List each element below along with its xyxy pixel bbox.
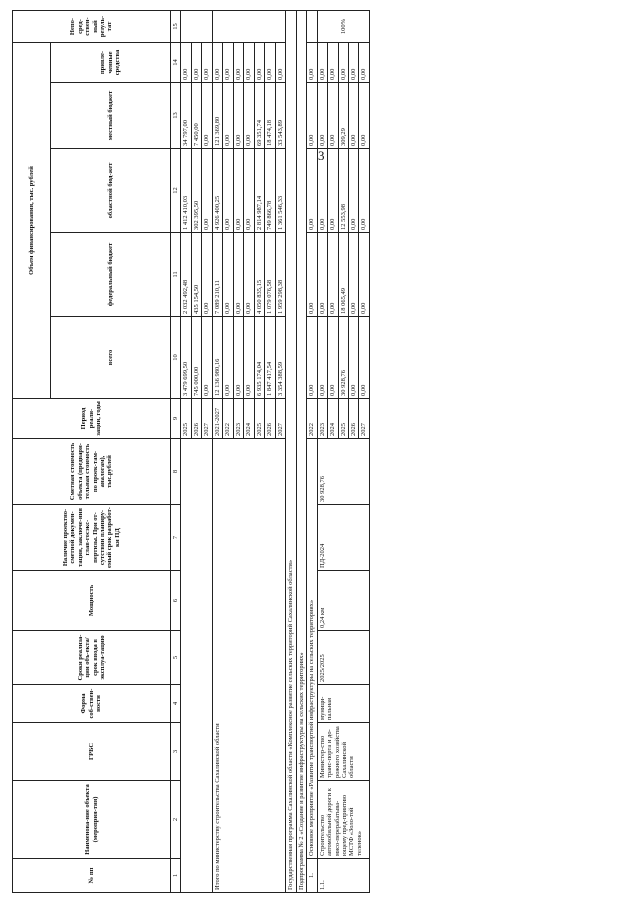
local-cell: 0,00 (233, 83, 243, 149)
object-name: Строительство автомобильной дороги к мясо-перерабатыва-ющему пред-приятию МСТФ «Золо-той теленок» (317, 781, 369, 859)
local-cell: 0,00 (317, 83, 327, 149)
table-row (212, 11, 222, 893)
total-cell: 0,00 (223, 317, 233, 399)
federal-cell: 0,00 (307, 233, 317, 317)
object-cost: 30 928,76 (317, 439, 369, 505)
col-num: 1 (171, 859, 181, 893)
regional-cell: 1 361 546,33 (275, 149, 285, 233)
local-cell: 0,00 (244, 83, 254, 149)
total-cell: 0,00 (359, 317, 369, 399)
col-num: 10 (171, 317, 181, 399)
attracted-cell: 0,00 (202, 43, 212, 83)
main-event-row (307, 11, 317, 893)
object-ownership: муници-пальная (317, 685, 369, 723)
local-cell: 0,00 (348, 83, 358, 149)
attracted-cell: 0,00 (348, 43, 358, 83)
regional-cell: 0,00 (202, 149, 212, 233)
object-grbs: Министер-ство транс-порта и до-рожного хозяйства Сахалинской области (317, 723, 369, 781)
regional-cell: 0,00 (307, 149, 317, 233)
local-cell: 7 450,00 (191, 83, 201, 149)
attracted-cell: 0,00 (317, 43, 327, 83)
subprogram-title: Подпрограмма № 2 «Создание и развитие инфраструктуры на сельских территориях» (296, 11, 306, 893)
year-cell: 2027 (275, 399, 285, 439)
total-cell: 0,00 (202, 317, 212, 399)
col-num: 11 (171, 233, 181, 317)
col-num: 4 (171, 685, 181, 723)
attracted-cell: 0,00 (338, 43, 348, 83)
regional-cell: 302 395,50 (191, 149, 201, 233)
federal-cell: 0,00 (244, 233, 254, 317)
header-federal: федеральный бюджет (51, 233, 171, 317)
column-numbers-row (171, 11, 181, 893)
total-cell: 3 479 699,50 (181, 317, 191, 399)
regional-cell: 4 926 400,25 (212, 149, 222, 233)
regional-cell: 0,00 (317, 149, 327, 233)
attracted-cell: 0,00 (359, 43, 369, 83)
header-funding-group: Объем финансирования, тыс. рублей (13, 43, 51, 399)
attracted-cell: 0,00 (223, 43, 233, 83)
total-cell: 0,00 (244, 317, 254, 399)
attracted-cell: 0,00 (212, 43, 222, 83)
object-terms: 2025/2025 (317, 631, 369, 685)
year-cell: 2025 (181, 399, 191, 439)
header-cost: Сметная стоимость объекта (предвари-тельная стоимость по проек-там-аналогам), тыс.рублей (13, 439, 171, 505)
local-cell: 0,00 (223, 83, 233, 149)
page-number: 3 (318, 148, 325, 163)
header-ownership: Форма соб-ствен-ности (13, 685, 171, 723)
local-cell: 0,00 (359, 83, 369, 149)
regional-cell: 0,00 (244, 149, 254, 233)
total-cell: 0,00 (328, 317, 338, 399)
federal-cell: 4 050 835,15 (254, 233, 264, 317)
local-cell: 33 543,89 (275, 83, 285, 149)
ministry-total-label: Итого по министерству строительства Сахалинской области (212, 439, 285, 893)
year-cell: 2022 (307, 399, 317, 439)
federal-cell: 7 089 210,11 (212, 233, 222, 317)
col-num: 14 (171, 43, 181, 83)
attracted-cell: 0,00 (244, 43, 254, 83)
object-result: 100% (317, 11, 369, 43)
year-cell: 2024 (328, 399, 338, 439)
federal-cell: 0,00 (359, 233, 369, 317)
year-cell: 2027 (359, 399, 369, 439)
local-cell: 0,00 (307, 83, 317, 149)
attracted-cell: 0,00 (254, 43, 264, 83)
regional-cell: 12 553,98 (338, 149, 348, 233)
col-num: 3 (171, 723, 181, 781)
table-row (181, 11, 191, 893)
regional-cell: 749 866,78 (265, 149, 275, 233)
attracted-cell: 0,00 (233, 43, 243, 83)
main-event-num: 1. (307, 859, 317, 893)
funding-table (12, 10, 370, 893)
main-event-title: Основное мероприятие «Развитие транспортной инфраструктуры на сельских территориях» (307, 439, 317, 859)
local-cell: 0,00 (328, 83, 338, 149)
year-cell: 2024 (244, 399, 254, 439)
total-cell: 6 935 174,04 (254, 317, 264, 399)
attracted-cell: 0,00 (275, 43, 285, 83)
total-cell: 3 354 388,59 (275, 317, 285, 399)
year-cell: 2025 (338, 399, 348, 439)
federal-cell: 435 154,50 (191, 233, 201, 317)
header-total: всего (51, 317, 171, 399)
object-docs: ПД-2024 (317, 505, 369, 571)
empty-cell (307, 11, 317, 43)
total-cell: 30 928,76 (338, 317, 348, 399)
regional-cell: 0,00 (233, 149, 243, 233)
year-cell: 2023 (233, 399, 243, 439)
col-num: 9 (171, 399, 181, 439)
year-cell: 2023 (317, 399, 327, 439)
regional-cell: 1 412 410,03 (181, 149, 191, 233)
attracted-cell: 0,00 (328, 43, 338, 83)
federal-cell: 0,00 (348, 233, 358, 317)
col-num: 15 (171, 11, 181, 43)
year-cell: 2021-2027 (212, 399, 222, 439)
header-regional: областной бюд-жет (51, 149, 171, 233)
col-num: 7 (171, 505, 181, 571)
federal-cell: 0,00 (223, 233, 233, 317)
federal-cell: 0,00 (317, 233, 327, 317)
state-program-row (286, 11, 296, 893)
col-num: 5 (171, 631, 181, 685)
federal-cell: 0,00 (233, 233, 243, 317)
total-cell: 745 000,00 (191, 317, 201, 399)
attracted-cell: 0,00 (307, 43, 317, 83)
local-cell: 34 797,00 (181, 83, 191, 149)
empty-cell (212, 11, 285, 43)
federal-cell: 0,00 (328, 233, 338, 317)
col-num: 13 (171, 83, 181, 149)
header-name: Наименова-ние объекта (мероприя-тия) (13, 781, 171, 859)
federal-cell: 0,00 (202, 233, 212, 317)
col-num: 2 (171, 781, 181, 859)
year-cell: 2022 (223, 399, 233, 439)
total-cell: 0,00 (307, 317, 317, 399)
object-capacity: 0,24 км (317, 571, 369, 631)
header-grbs: ГРБС (13, 723, 171, 781)
header-terms: Сроки реализа-ции объ-екта/срок ввода в эксплуа-тацию (13, 631, 171, 685)
year-cell: 2026 (191, 399, 201, 439)
header-num: № пп (13, 859, 171, 893)
state-program-title: Государственная программа Сахалинской области «Комплексное развитие сельских территорий Сахалинской области» (286, 11, 296, 893)
federal-cell: 1 079 076,58 (265, 233, 275, 317)
total-cell: 0,00 (348, 317, 358, 399)
attracted-cell: 0,00 (191, 43, 201, 83)
header-result: Непо-сред-ствен-ный резуль-тат (13, 11, 171, 43)
regional-cell: 2 814 987,14 (254, 149, 264, 233)
empty-cell (181, 11, 212, 43)
empty-cell (181, 439, 212, 893)
local-cell: 18 474,18 (265, 83, 275, 149)
col-num: 12 (171, 149, 181, 233)
header-capacity: Мощность (13, 571, 171, 631)
federal-cell: 18 065,49 (338, 233, 348, 317)
col-num: 8 (171, 439, 181, 505)
federal-cell: 2 032 492,48 (181, 233, 191, 317)
subprogram-row (296, 11, 306, 893)
regional-cell: 0,00 (328, 149, 338, 233)
total-cell: 1 847 417,54 (265, 317, 275, 399)
total-cell: 0,00 (233, 317, 243, 399)
col-num: 6 (171, 571, 181, 631)
local-cell: 69 351,74 (254, 83, 264, 149)
total-cell: 0,00 (317, 317, 327, 399)
local-cell: 0,00 (202, 83, 212, 149)
object-num: 1.1. (317, 859, 369, 893)
attracted-cell: 0,00 (181, 43, 191, 83)
table-row (317, 11, 327, 893)
attracted-cell: 0,00 (265, 43, 275, 83)
header-period: Период реали-зации, годы (13, 399, 171, 439)
header-docs: Наличие проектно-сметной докумен-тации, заключе-ния глав-госэкс-пертизы. При от-сутствии планиру-емый срок разработ-ки ПД (13, 505, 171, 571)
regional-cell: 0,00 (359, 149, 369, 233)
local-cell: 309,29 (338, 83, 348, 149)
total-cell: 12 136 980,16 (212, 317, 222, 399)
year-cell: 2027 (202, 399, 212, 439)
year-cell: 2025 (254, 399, 264, 439)
year-cell: 2026 (348, 399, 358, 439)
header-local: местный бюджет (51, 83, 171, 149)
regional-cell: 0,00 (348, 149, 358, 233)
regional-cell: 0,00 (223, 149, 233, 233)
federal-cell: 1 959 298,38 (275, 233, 285, 317)
year-cell: 2026 (265, 399, 275, 439)
header-attracted: привле-ченные средства (51, 43, 171, 83)
local-cell: 121 369,80 (212, 83, 222, 149)
